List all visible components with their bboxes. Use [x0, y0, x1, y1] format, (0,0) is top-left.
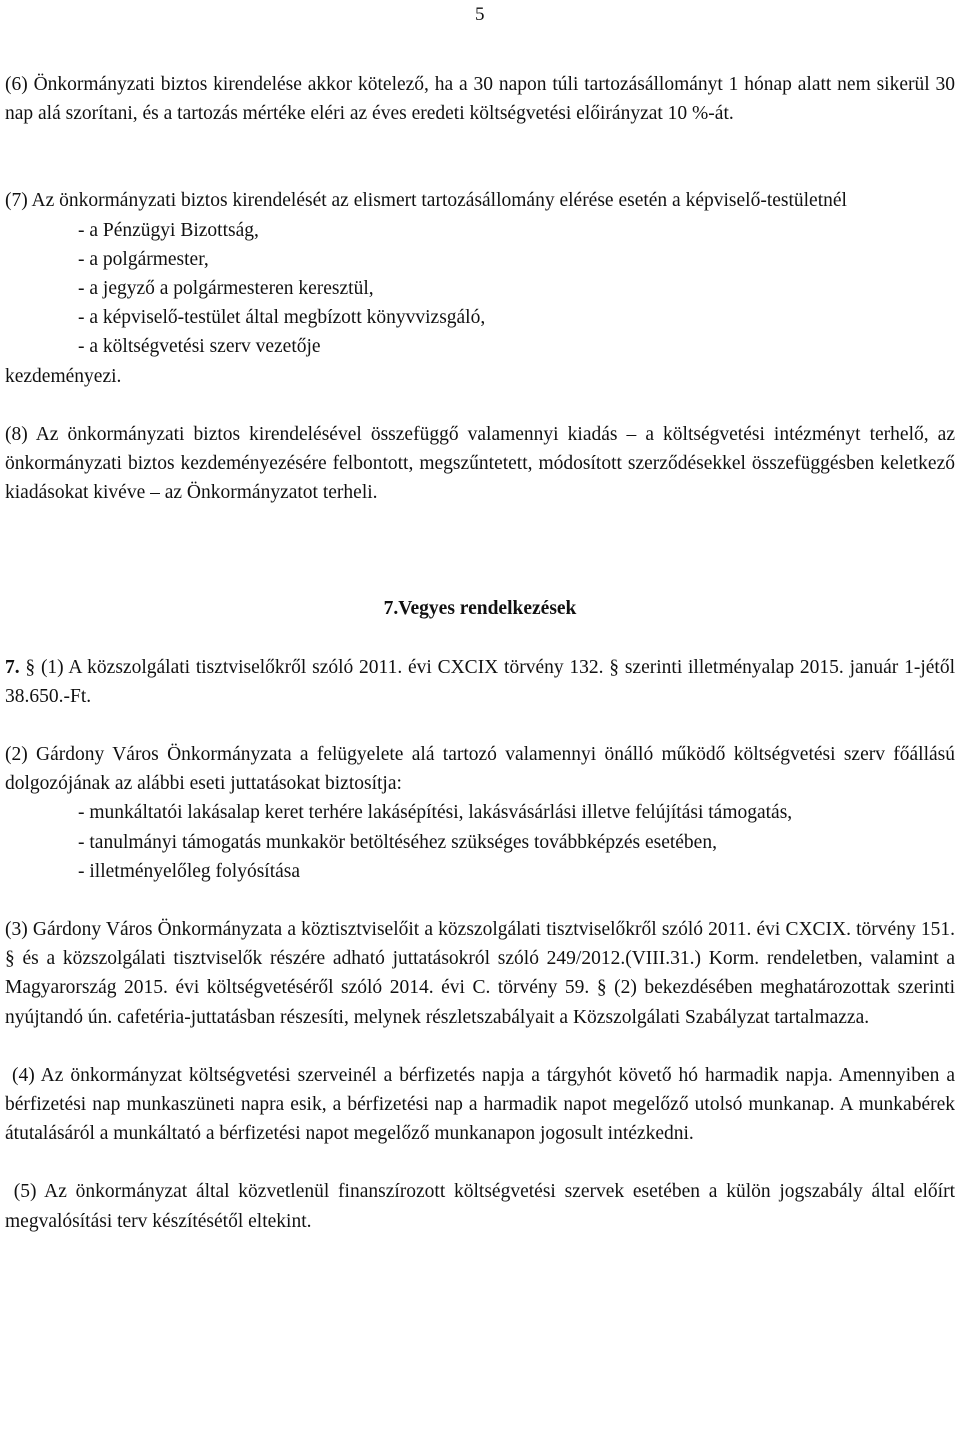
paragraph-7-closing: kezdeményezi. [5, 365, 122, 387]
section-7-paragraph-2-list [5, 798, 955, 886]
paragraph-8: (8) Az önkormányzati biztos kirendelésével összefüggő valamennyi kiadás – a költségvetési intézményt terhelő, az önkormányzati biztos kezdeményezésére felbontott, megszűntetett, módosított szerződésekkel összefüggésben keletkező kiadásokat kivéve – az Önkormányzatot terheli. [5, 423, 955, 504]
section-7-paragraph-1 [5, 653, 955, 711]
list-item: - illetményelőleg folyósítása [78, 860, 301, 882]
list-item: - a polgármester, [78, 248, 209, 270]
section-7-paragraph-2-intro: (2) Gárdony Város Önkormányzata a felügyelete alá tartozó valamennyi önálló működő költségvetési szerv főállású dolgozójának az alábbi eseti juttatásokat biztosítja: [5, 744, 955, 795]
page-number: 5 [475, 4, 485, 25]
document-body [5, 70, 960, 1236]
section-7-paragraph-5: (5) Az önkormányzat által közvetlenül finanszírozott költségvetési szervek esetében a külön jogszabály által előírt megvalósítási terv készítésétől eltekint. [5, 1181, 960, 1232]
section-number: 7. [5, 656, 20, 678]
section-7-paragraph-4: (4) Az önkormányzat költségvetési szerveinél a bérfizetés napja a tárgyhót követő hó harmadik napja. Amennyiben a bérfizetési nap munkaszüneti napra esik, a bérfizetési nap a harmadik napot megelőző utolsó munkanap. A munkabérek átutalásáról a munkáltató a bérfizetési napot megelőző munkanapon jogosult intézkedni. [5, 1064, 960, 1145]
list-item: - a jegyző a polgármesteren keresztül, [78, 278, 374, 300]
paragraph-7-list [5, 216, 955, 362]
list-item: - tanulmányi támogatás munkakör betöltéséhez szükséges továbbképzés esetében, [78, 831, 717, 853]
paragraph-7-intro: (7) Az önkormányzati biztos kirendelését az elismert tartozásállomány elérése esetén a képviselő-testületnél [5, 190, 847, 212]
list-item: - a képviselő-testület által megbízott könyvvizsgáló, [78, 307, 486, 329]
list-item: - munkáltatói lakásalap keret terhére lakásépítési, lakásvásárlási illetve felújítási támogatás, [78, 802, 793, 824]
paragraph-6: (6) Önkormányzati biztos kirendelése akkor kötelező, ha a 30 napon túli tartozásállományt 1 hónap alatt nem sikerül 30 nap alá szorítani, és a tartozás mértéke eléri az éves eredeti költségvetési előirányzat 10 %-át. [5, 74, 955, 125]
list-item: - a költségvetési szerv vezetője [78, 336, 321, 358]
section-7-paragraph-3: (3) Gárdony Város Önkormányzata a köztisztviselőit a közszolgálati tisztviselőkről szóló 2011. évi CXCIX. törvény 151. § és a közszolgálati tisztviselők részére adható juttatásokról szóló 249/2012.(VIII.31.) Korm. rendeletben, valamint a Magyarország 2015. évi költségvetéséről szóló 2014. évi C. törvény 59. § (2) bekezdésében meghatározottak szerinti nyújtandó ún. cafetéria-juttatásban részesíti, melynek részletszabályait a Közszolgálati Szabályzat tartalmazza. [5, 919, 955, 1028]
section-heading: 7.Vegyes rendelkezések [383, 598, 577, 620]
list-item: - a Pénzügyi Bizottság, [78, 219, 259, 241]
section-7-paragraph-1-text: § (1) A közszolgálati tisztviselőkről szóló 2011. évi CXCIX törvény 132. § szerinti illetményalap 2015. január 1-jétől 38.650.-Ft. [5, 656, 955, 707]
